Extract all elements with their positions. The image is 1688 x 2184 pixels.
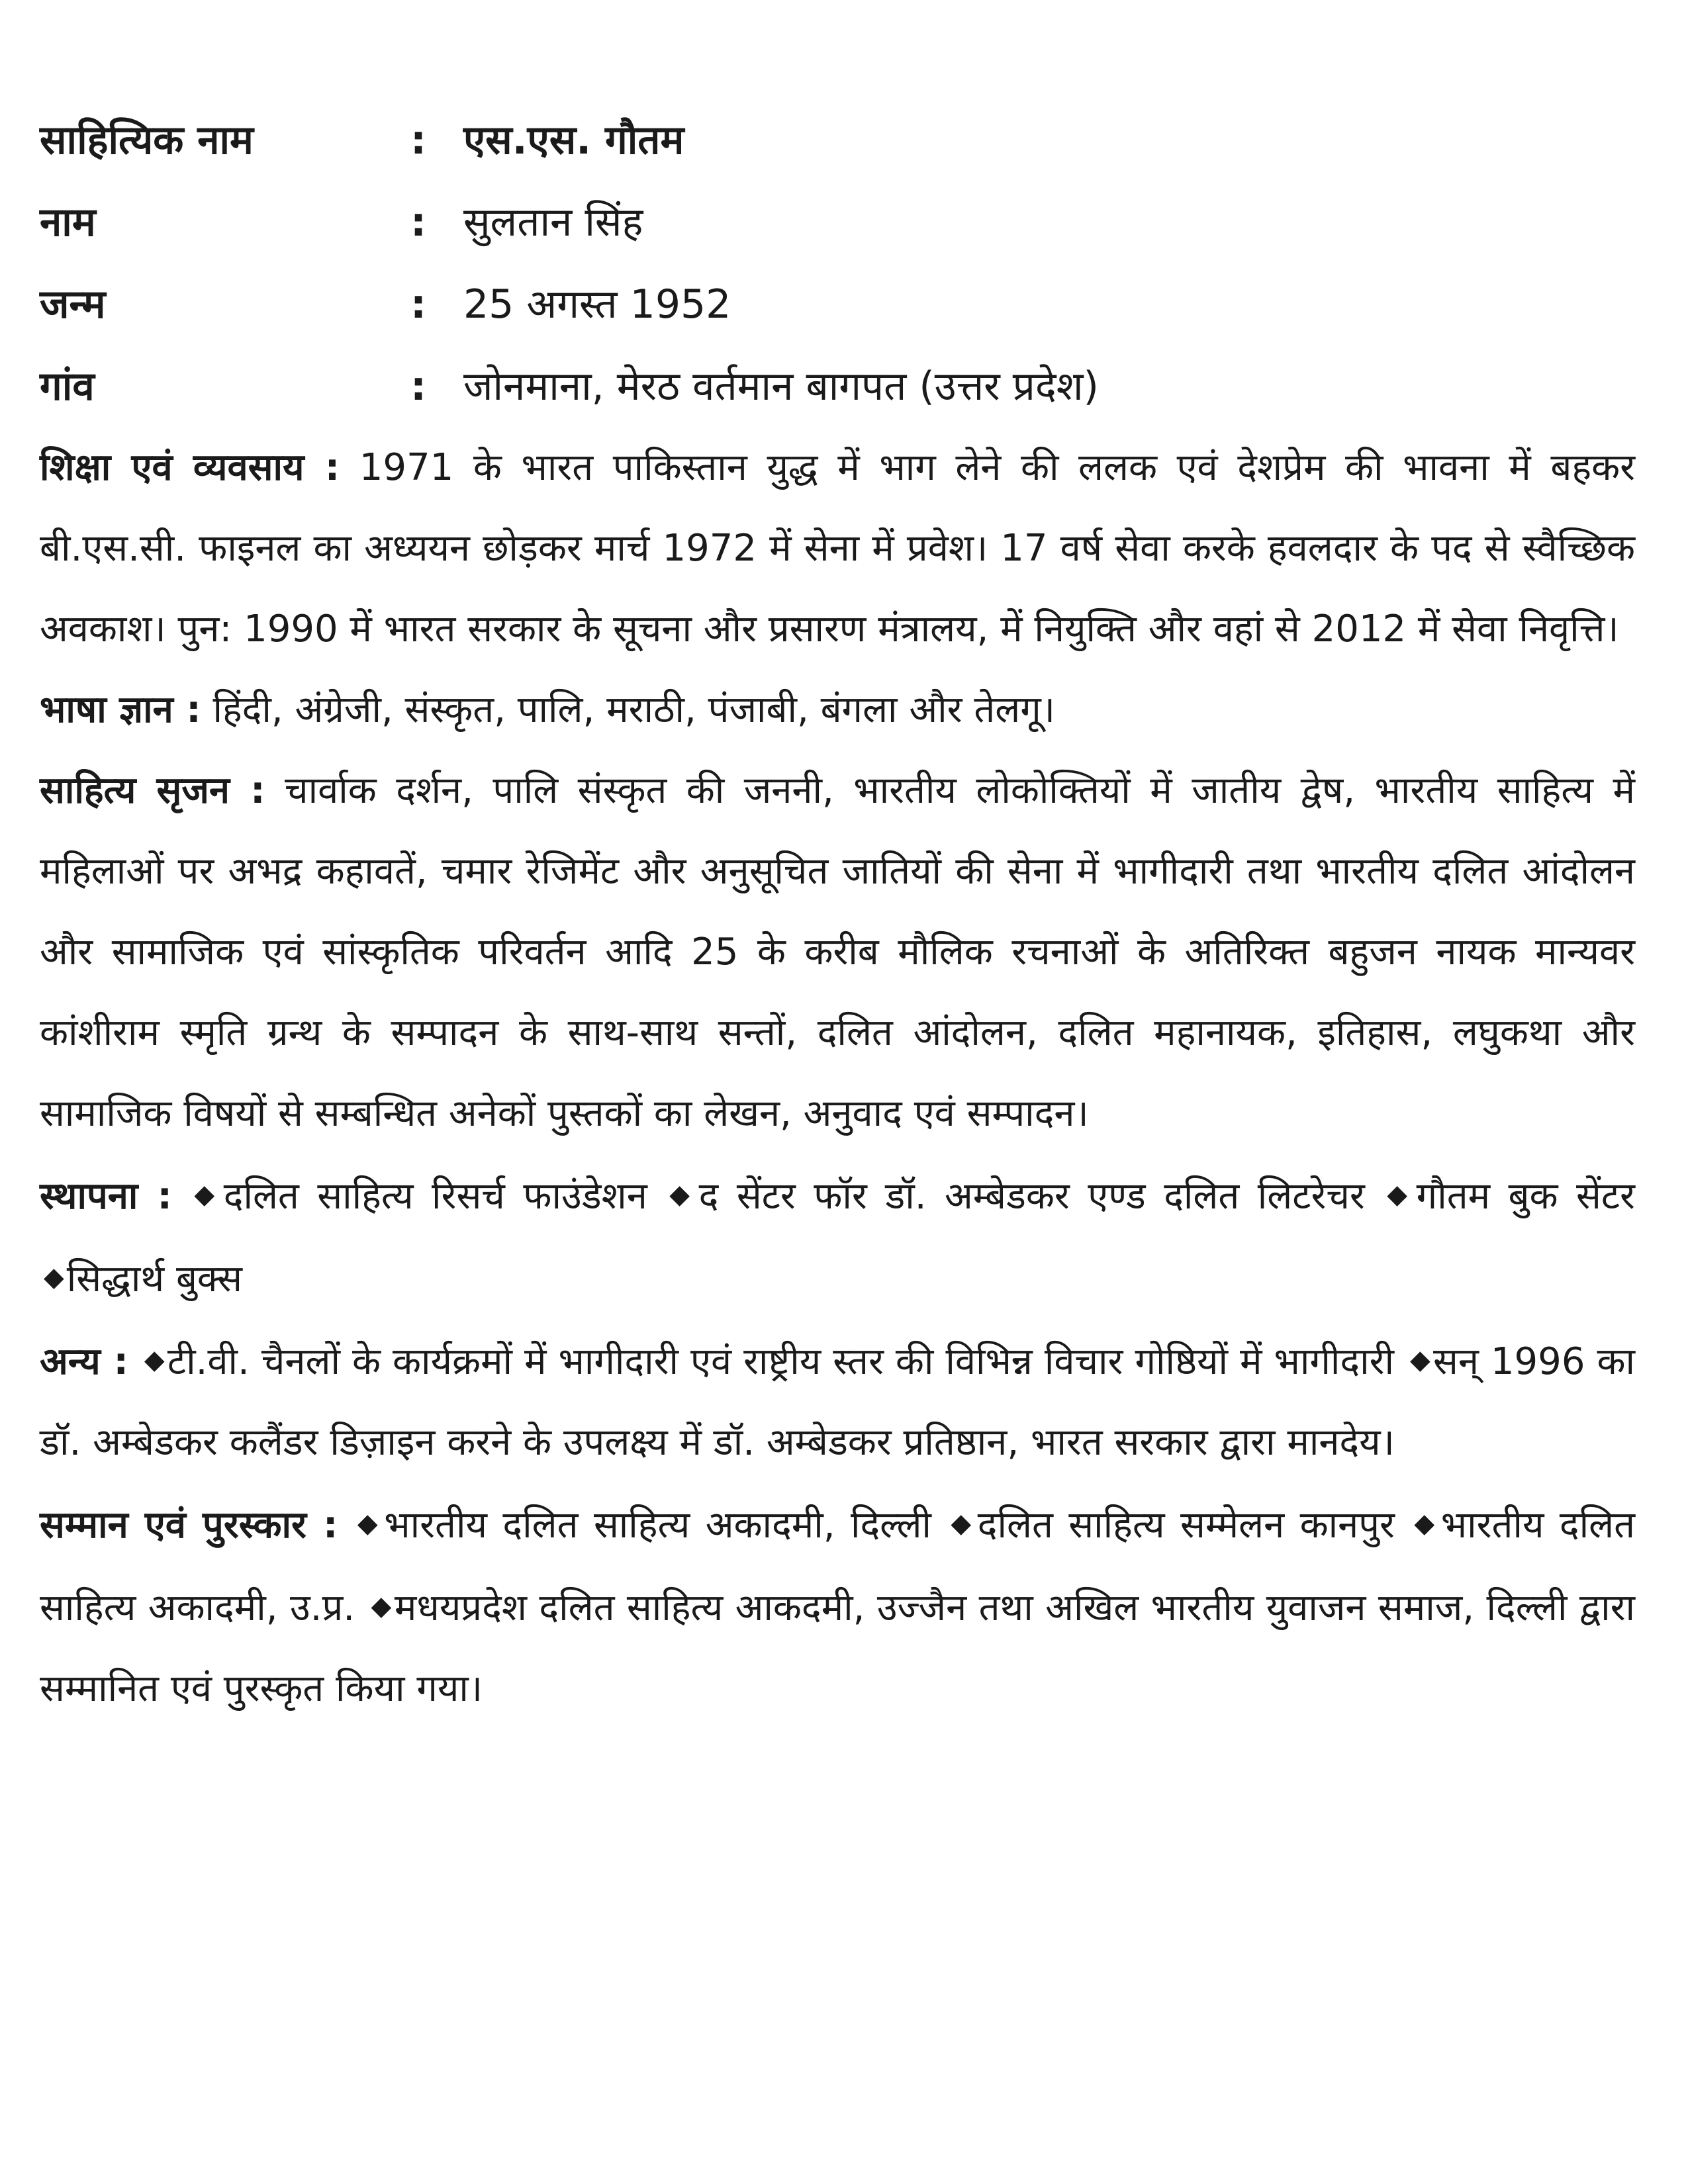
languages-text: हिंदी, अंग्रेजी, संस्कृत, पालि, मराठी, पंजाबी, बंगला और तेलगू। (212, 688, 1055, 731)
separator-colon: : (410, 199, 426, 246)
diamond-bullet-icon: ◆ (1414, 1508, 1438, 1539)
establishments-paragraph (40, 1154, 1635, 1320)
awards-paragraph (40, 1483, 1635, 1729)
village-label: गांव (40, 363, 95, 410)
village-row (40, 345, 1635, 428)
establishment-item: गौतम बुक सेंटर (1416, 1175, 1635, 1218)
award-item: मधयप्रदेश दलित साहित्य आकदमी, उज्जैन तथा अखिल भारतीय युवाजन समाज, दिल्ली द्वारा सम्मानित एवं पुरस्कृत किया गया। (40, 1586, 1635, 1710)
birth-label: जन्म (40, 281, 106, 328)
literary-name-label: साहित्यिक नाम (40, 117, 254, 163)
education-text: 1971 के भारत पाकिस्तान युद्ध में भाग लेने की ललक एवं देशप्रेम की भावना में बहकर बी.एस.सी. फाइनल का अध्ययन छोड़कर मार्च 1972 में सेना में प्रवेश। 17 वर्ष सेवा करके हवलदार के पद से स्वैच्छिक अवकाश। पुन: 1990 में भारत सरकार के सूचना और प्रसारण मंत्रालय, में नियुक्ति और वहां से 2012 में सेवा निवृत्ति। (40, 446, 1635, 651)
languages-label: भाषा ज्ञान : (40, 688, 201, 731)
name-value: सुलतान सिंह (463, 199, 643, 246)
award-item: भारतीय दलित साहित्य अकादमी, दिल्ली (384, 1504, 931, 1547)
diamond-bullet-icon: ◆ (371, 1591, 392, 1621)
separator-colon: : (410, 117, 426, 163)
establishments-label: स्थापना : (40, 1175, 172, 1218)
literary-work-paragraph (40, 751, 1635, 1154)
literary-name-row (40, 99, 1635, 181)
birth-row (40, 263, 1635, 345)
establishment-item: द सेंटर फॉर डॉ. अम्बेडकर एण्ड दलित लिटरेचर (698, 1175, 1365, 1218)
village-value: जोनमाना, मेरठ वर्तमान बागपत (उत्तर प्रदेश) (463, 363, 1099, 410)
name-label: नाम (40, 199, 96, 246)
diamond-bullet-icon: ◆ (144, 1345, 165, 1375)
award-item: दलित साहित्य सम्मेलन कानपुर (977, 1504, 1395, 1547)
education-paragraph (40, 428, 1635, 670)
diamond-bullet-icon: ◆ (357, 1508, 382, 1539)
education-label: शिक्षा एवं व्यवसाय : (40, 446, 340, 489)
diamond-bullet-icon: ◆ (669, 1179, 696, 1210)
diamond-bullet-icon: ◆ (194, 1179, 221, 1210)
separator-colon: : (410, 281, 426, 328)
other-item: सन् 1996 का डॉ. अम्बेडकर कलैंडर डिज़ाइन करने के उपलक्ष्य में डॉ. अम्बेडकर प्रतिष्ठान, भारत सरकार द्वारा मानदेय। (40, 1340, 1635, 1464)
author-profile-page (40, 99, 1635, 1729)
award-item: भारतीय दलित साहित्य अकादमी, उ.प्र. (40, 1504, 1635, 1629)
diamond-bullet-icon: ◆ (1387, 1179, 1414, 1210)
languages-paragraph (40, 670, 1635, 751)
literary-work-label: साहित्य सृजन : (40, 769, 265, 812)
diamond-bullet-icon: ◆ (951, 1508, 975, 1539)
other-label: अन्य : (40, 1340, 128, 1383)
other-item: टी.वी. चैनलों के कार्यक्रमों में भागीदारी एवं राष्ट्रीय स्तर की विभिन्न विचार गोष्ठियों में भागीदारी (167, 1340, 1394, 1383)
diamond-bullet-icon: ◆ (44, 1262, 64, 1293)
literary-name-value: एस.एस. गौतम (463, 117, 684, 163)
birth-value: 25 अगस्त 1952 (463, 281, 731, 328)
literary-work-text: चार्वाक दर्शन, पालि संस्कृत की जननी, भारतीय लोकोक्तियों में जातीय द्वेष, भारतीय साहित्य में महिलाओं पर अभद्र कहावतें, चमार रेजिमेंट और अनुसूचित जातियों की सेना में भागीदारी तथा भारतीय दलित आंदोलन और सामाजिक एवं सांस्कृतिक परिवर्तन आदि 25 के करीब मौलिक रचनाओं के अतिरिक्त बहुजन नायक मान्यवर कांशीराम स्मृति ग्रन्थ के सम्पादन के साथ-साथ सन्तों, दलित आंदोलन, दलित महानायक, इतिहास, लघुकथा और सामाजिक विषयों से सम्बन्धित अनेकों पुस्तकों का लेखन, अनुवाद एवं सम्पादन। (40, 769, 1635, 1135)
establishment-item: दलित साहित्य रिसर्च फाउंडेशन (223, 1175, 647, 1218)
establishment-item: सिद्धार्थ बुक्स (66, 1257, 242, 1300)
awards-label: सम्मान एवं पुरस्कार : (40, 1504, 338, 1547)
name-row (40, 181, 1635, 263)
diamond-bullet-icon: ◆ (1410, 1345, 1430, 1375)
separator-colon: : (410, 363, 426, 410)
other-paragraph (40, 1320, 1635, 1483)
